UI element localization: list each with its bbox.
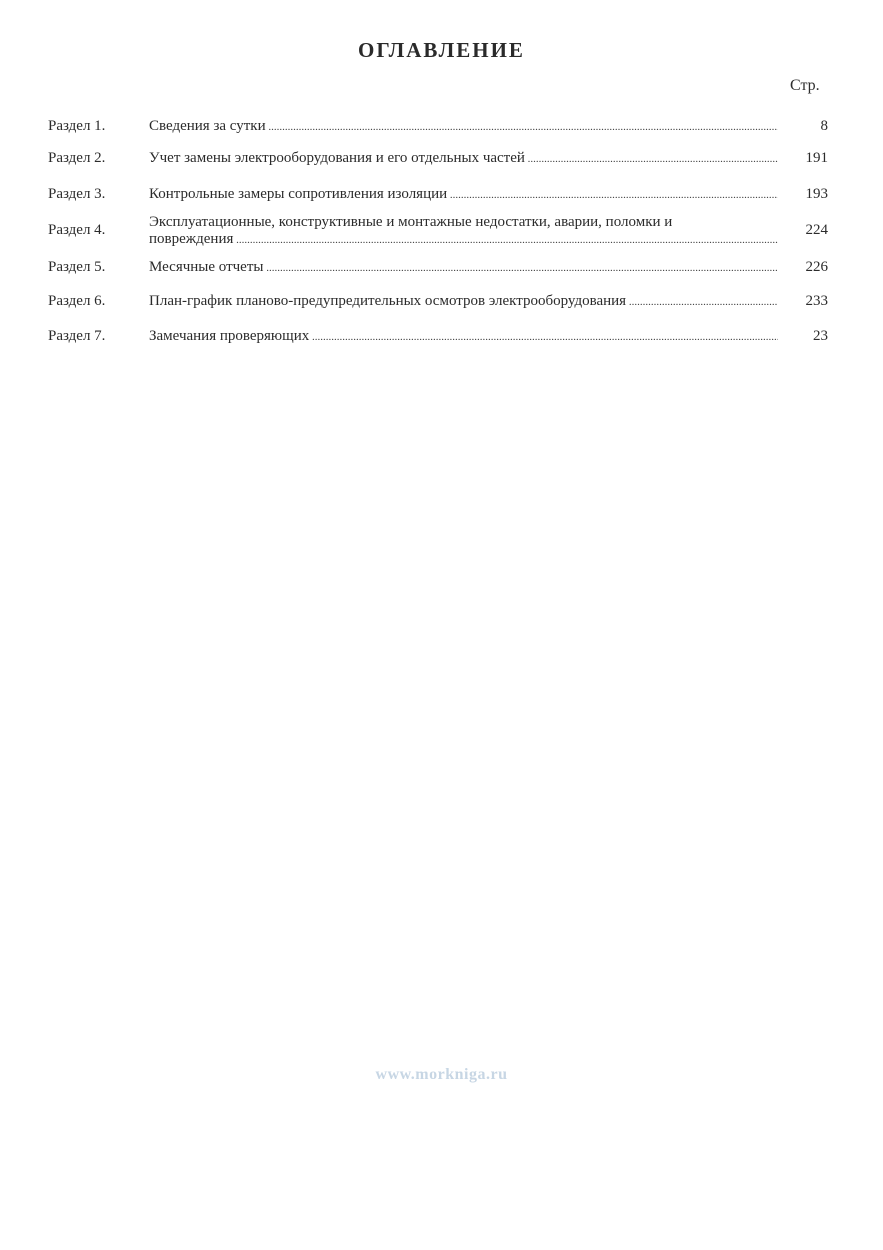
toc-entry-label: Раздел 2. — [48, 150, 106, 166]
toc-entry-page: 226 — [805, 259, 828, 275]
page-column-header: Стр. — [790, 77, 820, 94]
toc-entry-title: Учет замены электрооборудования и его отдельных частей ..... — [149, 150, 778, 168]
toc-entry-label: Раздел 1. — [48, 118, 106, 134]
toc-entry-page: 23 — [813, 328, 828, 344]
toc-entry-page: 193 — [805, 186, 828, 202]
toc-entry-title: Замечания проверяющих ..... — [149, 328, 778, 346]
page-title: ОГЛАВЛЕНИЕ — [358, 38, 525, 62]
toc-entry-title: Эксплуатационные, конструктивные и монтажные недостатки, аварии, поломки и повреждения ..... — [149, 214, 778, 249]
toc-entry-page: 8 — [820, 118, 828, 134]
toc-entry-title: Контрольные замеры сопротивления изоляции ..... — [149, 186, 778, 204]
toc-entry-label: Раздел 6. — [48, 293, 106, 309]
toc-entry-label: Раздел 5. — [48, 259, 106, 275]
toc-entry-label: Раздел 3. — [48, 186, 106, 202]
toc-entry-title: План-график планово-предупредительных осмотров электрооборудования ..... — [149, 293, 778, 311]
toc-entry-page: 191 — [805, 150, 828, 166]
toc-entry-title: Месячные отчеты ..... — [149, 259, 778, 277]
watermark-url: www.morkniga.ru — [375, 1066, 508, 1083]
toc-entry-page: 224 — [805, 222, 828, 238]
toc-entry-label: Раздел 4. — [48, 222, 106, 238]
toc-entry-page: 233 — [805, 293, 828, 309]
toc-entry-label: Раздел 7. — [48, 328, 106, 344]
toc-entry-title: Сведения за сутки ..... — [149, 118, 778, 136]
